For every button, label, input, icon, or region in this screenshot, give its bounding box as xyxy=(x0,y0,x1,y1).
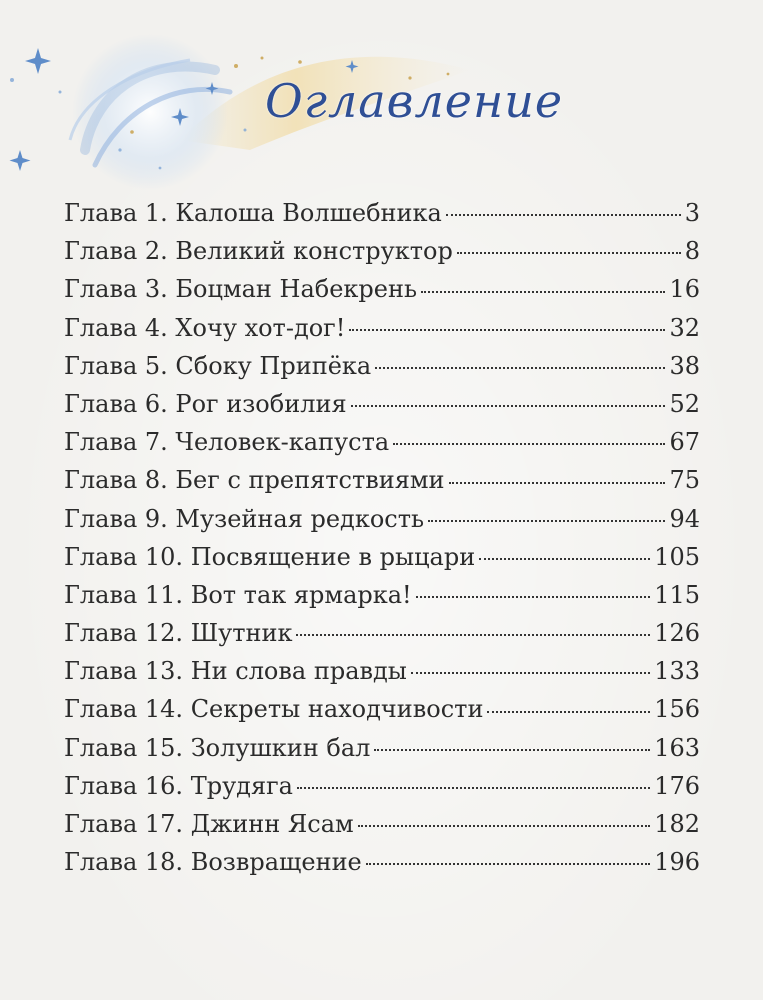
toc-entry xyxy=(64,385,700,423)
toc-entry xyxy=(64,461,700,499)
dot-leader xyxy=(358,825,650,827)
dot-leader xyxy=(428,520,665,522)
chapter-title: Глава 18. Возвращение xyxy=(64,848,362,877)
dot-leader xyxy=(351,405,666,407)
toc-entry xyxy=(64,614,700,652)
chapter-title: Глава 6. Рог изобилия xyxy=(64,389,347,418)
toc-entry xyxy=(64,270,700,308)
sparkle-icon xyxy=(10,150,31,171)
dot-leader xyxy=(416,596,650,598)
chapter-title: Глава 3. Боцман Набекрень xyxy=(64,275,418,304)
page-number: 126 xyxy=(654,619,700,648)
chapter-title: Глава 16. Трудяга xyxy=(64,771,293,800)
dot-leader xyxy=(487,711,650,713)
dot-leader xyxy=(297,787,650,789)
page-number: 3 xyxy=(684,199,700,227)
page-number: 32 xyxy=(669,313,700,342)
chapter-title: Глава 13. Ни слова правды xyxy=(64,657,407,686)
toc-entry xyxy=(64,309,700,347)
chapter-title: Глава 4. Хочу хот-дог! xyxy=(64,313,346,342)
chapter-title: Глава 14. Секреты находчивости xyxy=(64,695,484,724)
page-number: 105 xyxy=(654,542,700,571)
chapter-title: Глава 10. Посвящение в рыцари xyxy=(64,542,476,571)
dot-leader xyxy=(446,214,681,216)
sparkle-icon xyxy=(25,48,51,74)
dot-leader xyxy=(349,329,665,331)
dot-leader xyxy=(479,558,650,560)
toc-entry xyxy=(64,576,700,614)
page-number: 196 xyxy=(654,848,700,877)
page-number: 156 xyxy=(654,695,700,724)
page-number: 176 xyxy=(654,771,700,800)
table-of-contents xyxy=(64,194,700,881)
page-number: 16 xyxy=(669,275,700,304)
page-number: 182 xyxy=(654,810,700,838)
dot-leader xyxy=(366,863,650,865)
dot-leader xyxy=(393,443,665,445)
toc-entry xyxy=(64,767,700,805)
chapter-title: Глава 12. Шутник xyxy=(64,619,293,648)
page-number: 75 xyxy=(669,466,700,495)
toc-entry xyxy=(64,843,700,881)
toc-entry xyxy=(64,690,700,728)
toc-entry xyxy=(64,232,700,270)
toc-entry xyxy=(64,805,700,843)
page-number: 67 xyxy=(669,428,700,457)
page-number: 94 xyxy=(669,504,700,533)
chapter-title: Глава 11. Вот так ярмарка! xyxy=(64,580,412,609)
page-number: 163 xyxy=(654,733,700,762)
page-title: Оглавление xyxy=(265,74,564,128)
toc-entry xyxy=(64,423,700,461)
dot-leader xyxy=(449,482,666,484)
chapter-title: Глава 1. Калоша Волшебника xyxy=(64,199,442,227)
chapter-title: Глава 17. Джинн Ясам xyxy=(64,810,354,838)
chapter-title: Глава 15. Золушкин бал xyxy=(64,733,371,762)
chapter-title: Глава 2. Великий конструктор xyxy=(64,237,453,266)
toc-entry xyxy=(64,652,700,690)
page-number: 8 xyxy=(684,237,700,266)
toc-entry xyxy=(64,194,700,232)
chapter-title: Глава 9. Музейная редкость xyxy=(64,504,425,533)
chapter-title: Глава 5. Сбоку Припёка xyxy=(64,351,372,380)
page-number: 133 xyxy=(654,657,700,686)
dot-leader xyxy=(457,252,681,254)
page-number: 115 xyxy=(654,580,700,609)
toc-entry xyxy=(64,729,700,767)
dot-leader xyxy=(411,672,650,674)
page-number: 38 xyxy=(669,351,700,380)
page-number: 52 xyxy=(669,389,700,418)
toc-entry xyxy=(64,347,700,385)
dot-leader xyxy=(421,291,665,293)
toc-entry xyxy=(64,500,700,538)
chapter-title: Глава 8. Бег с препятствиями xyxy=(64,466,445,495)
dot-leader xyxy=(374,749,650,751)
dot-leader xyxy=(296,634,650,636)
toc-entry xyxy=(64,538,700,576)
chapter-title: Глава 7. Человек-капуста xyxy=(64,428,390,457)
dot-leader xyxy=(375,367,665,369)
